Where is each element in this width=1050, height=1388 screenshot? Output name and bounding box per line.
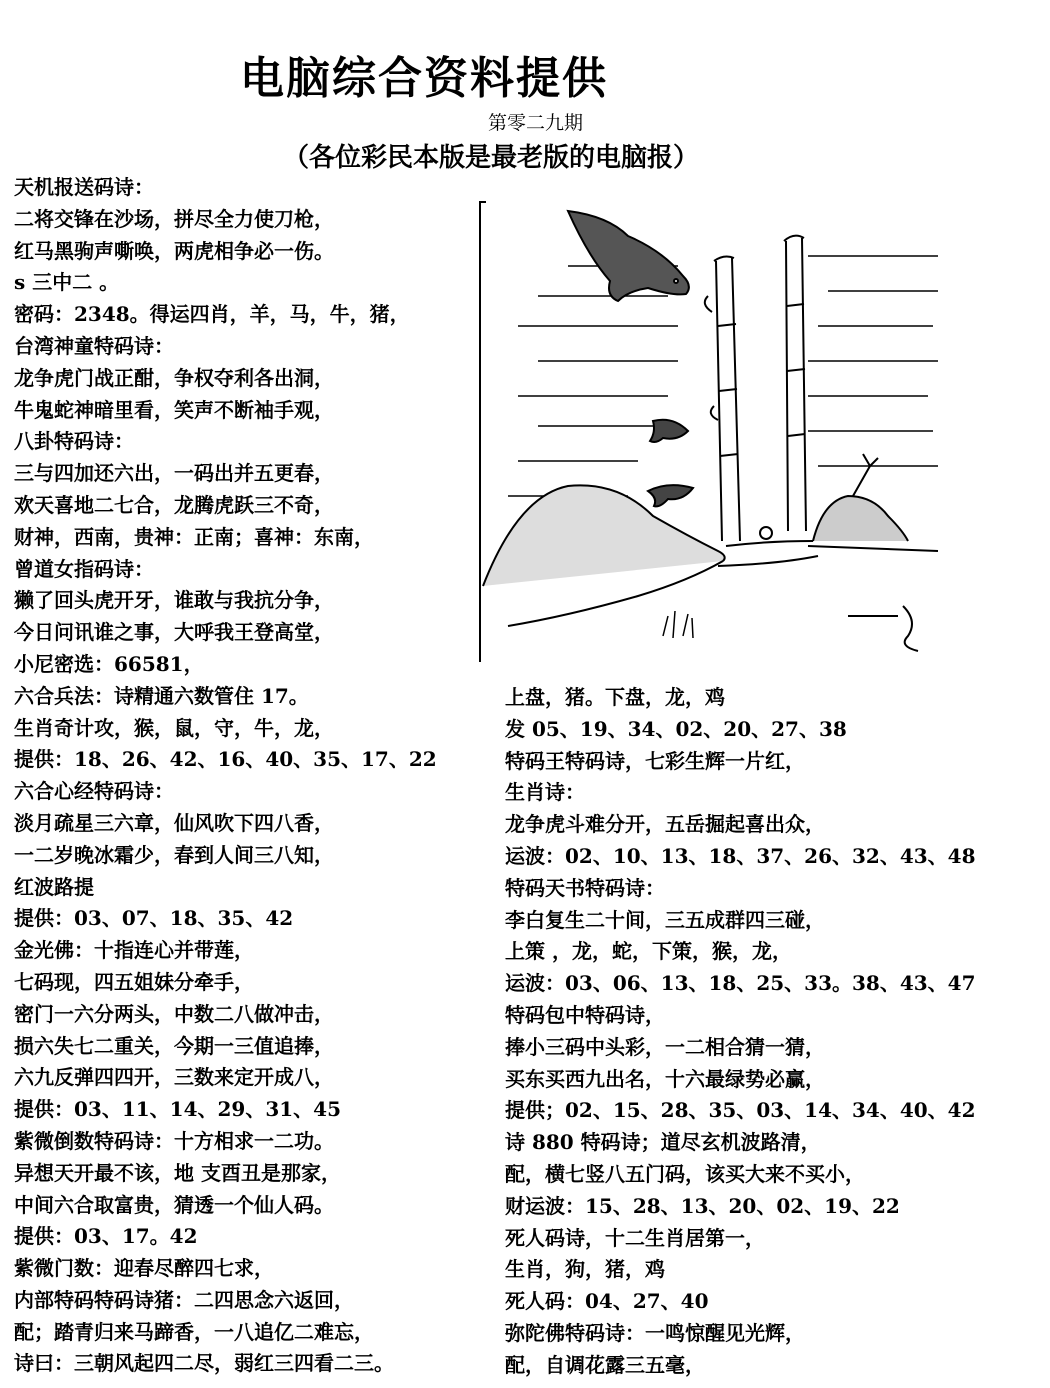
left-column-line: 财神，西南，贵神：正南；喜神：东南， <box>14 524 374 549</box>
left-column-line: s 三中二 。 <box>14 270 120 295</box>
right-column-line: 死人码：04、27、40 <box>505 1289 709 1314</box>
left-column-line: 龙争虎门战正酣，争权夺利各出洞， <box>14 365 334 390</box>
right-column-line: 财运波：15、28、13、20、02、19、22 <box>505 1193 900 1218</box>
left-column-line: 小尼密选：66581， <box>14 651 204 676</box>
right-column-line: 死人码诗，十二生肖居第一， <box>505 1225 765 1250</box>
right-column <box>505 682 1045 1382</box>
right-column-line: 提供；02、15、28、35、03、14、34、40、42 <box>505 1098 976 1123</box>
left-column-line: 六合兵法：诗精通六数管住 17。 <box>14 683 309 708</box>
right-column-line: 特码王特码诗，七彩生辉一片红， <box>505 748 805 773</box>
right-column-line: 龙争虎斗难分开，五岳掘起喜出众， <box>505 812 825 837</box>
left-column-line: 一二岁晚冰霜少，春到人间三八知， <box>14 842 334 867</box>
left-column-line: 六九反弹四四开，三数来定开成八， <box>14 1065 334 1090</box>
left-column-line: 中间六合取富贵，猜透一个仙人码。 <box>14 1192 334 1217</box>
left-column-line: 曾道女指码诗： <box>14 556 154 581</box>
right-column-line: 特码包中特码诗， <box>505 1002 665 1027</box>
right-column-line: 生肖诗： <box>505 780 585 805</box>
left-column-line: 密码：2348。得运四肖，羊，马，牛，猪， <box>14 302 410 327</box>
left-column-line: 损六失七二重关，今期一三值追捧， <box>14 1033 334 1058</box>
page-title: 电脑综合资料提供 <box>240 53 608 104</box>
left-column-line: 诗曰：三朝风起四二尽，弱红三四看二三。 <box>14 1351 394 1376</box>
left-column-line: 金光佛：十指连心并带莲， <box>14 938 254 963</box>
left-column-line: 獭了回头虎开牙，谁敢与我抗分争， <box>14 588 334 613</box>
right-column-line: 配，自调花露三五毫， <box>505 1352 705 1377</box>
left-column-line: 密门一六分两头，中数二八做冲击， <box>14 1001 334 1026</box>
left-column-line: 天机报送码诗： <box>14 175 154 199</box>
right-column-line: 特码天书特码诗： <box>505 875 665 900</box>
right-column-line: 李白复生二十间，三五成群四三碰， <box>505 907 825 932</box>
left-column-line: 提供：03、11、14、29、31、45 <box>14 1097 341 1122</box>
left-column-line: 淡月疏星三六章，仙风吹下四八香， <box>14 810 334 835</box>
right-column-line: 运波：02、10、13、18、37、26、32、43、48 <box>505 843 976 868</box>
left-column-line: 配；踏青归来马蹄香，一八追亿二难忘， <box>14 1319 374 1344</box>
left-column-line: 欢天喜地二七合，龙腾虎跃三不奇， <box>14 492 334 517</box>
left-column <box>14 172 484 1380</box>
right-column-line: 配，横七竖八五门码，该买大来不买小， <box>505 1161 865 1186</box>
left-column-line: 内部特码特码诗猪：二四思念六返回， <box>14 1287 354 1312</box>
left-column-line: 今日问讯谁之事，大呼我王登高堂， <box>14 620 334 645</box>
bamboo-birds-illustration <box>478 196 948 666</box>
right-column-line: 上盘，猪。下盘，龙，鸡 <box>505 685 725 709</box>
left-column-line: 台湾神童特码诗： <box>14 333 174 358</box>
page-subtitle: （各位彩民本版是最老版的电脑报） <box>283 143 700 173</box>
left-column-line: 八卦特码诗： <box>14 429 134 454</box>
right-column-line: 弥陀佛特码诗：一鸣惊醒见光辉， <box>505 1320 805 1345</box>
left-column-line: 提供：03、07、18、35、42 <box>14 906 294 931</box>
left-column-line: 提供：03、17。42 <box>14 1224 198 1249</box>
left-column-line: 提供：18、26、42、16、40、35、17、22 <box>14 747 437 772</box>
right-column-line: 运波：03、06、13、18、25、33。38、43、47 <box>505 971 976 996</box>
right-column-line: 买东买西九出名，十六最绿势必赢， <box>505 1066 825 1091</box>
right-column-line: 捧小三码中头彩，一二相合猜一猜， <box>505 1034 825 1059</box>
right-column-line: 上策 ，龙，蛇，下策，猴，龙， <box>505 939 792 964</box>
right-column-line: 发 05、19、34、02、20、27、38 <box>505 716 847 741</box>
left-column-line: 红波路提 <box>14 874 94 899</box>
right-column-line: 生肖，狗，猪，鸡 <box>505 1257 665 1282</box>
left-column-line: 红马黑驹声嘶唤，两虎相争必一伤。 <box>14 238 334 263</box>
left-column-line: 六合心经特码诗： <box>14 779 174 804</box>
left-column-line: 紫微倒数特码诗：十方相求一二功。 <box>14 1128 334 1153</box>
left-column-line: 三与四加还六出，一码出并五更春， <box>14 461 334 486</box>
left-column-line: 异想天开最不该，地 支酉丑是那家， <box>14 1160 341 1185</box>
left-column-line: 牛鬼蛇神暗里看，笑声不断袖手观， <box>14 397 334 422</box>
right-column-line: 诗 880 特码诗；道尽玄机波路清， <box>505 1130 821 1155</box>
left-column-line: 七码现，四五姐妹分牵手， <box>14 969 254 994</box>
issue-number: 第零二九期 <box>488 112 584 134</box>
left-column-line: 二将交锋在沙场，拼尽全力使刀枪， <box>14 206 334 231</box>
left-column-line: 生肖奇计攻，猴，鼠，守，牛，龙， <box>14 715 334 740</box>
left-column-line: 紫微门数：迎春尽醉四七求， <box>14 1256 274 1281</box>
